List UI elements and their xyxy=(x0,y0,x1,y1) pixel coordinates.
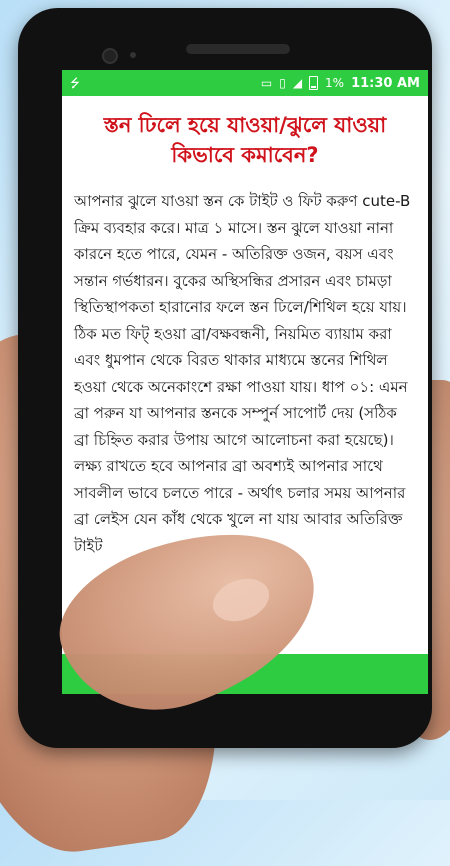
article-title: স্তন ঢিলে হয়ে যাওয়া/ঝুলে যাওয়া কিভাবে কমাবেন? xyxy=(103,113,387,167)
vibrate-icon: ▯ xyxy=(279,76,286,90)
front-camera-icon xyxy=(102,48,118,64)
status-bar xyxy=(62,70,428,96)
signal-icon: ◢ xyxy=(292,76,303,90)
battery-icon xyxy=(309,76,318,90)
proximity-sensor xyxy=(130,52,136,58)
article-content[interactable] xyxy=(62,96,428,559)
article-body: আপনার ঝুলে যাওয়া স্তন কে টাইট ও ফিট করুণ cute-B ক্রিম ব্যবহার করে। মাত্র ১ মাসে। স্তন ঝুলে যাওয়া নানা কারনে হতে পারে, যেমন - অতিরিক্ত ওজন, বয়স এবং সন্তান গর্ভধারন। বুকের অস্থিসন্ধির প্রসারন এবং চামড়া স্থিতিস্থাপকতা হারানোর ফলে স্তন ঢিলে/শিথিল হয়ে যায়। ঠিক মত ফিট্ হওয়া ব্রা/বক্ষবন্ধনী, নিয়মিত ব্যায়াম করা এবং ধুমপান থেকে বিরত থাকার মাধ্যমে স্তনের শিথিল হওয়া থেকে অনেকাংশে রক্ষা পাওয়া যায়। ধাপ ০১: এমন ব্রা পরুন যা আপনার স্তনকে সম্পুর্ন সাপোর্ট দেয় (সঠিক ব্রা চিহ্নিত করার উপায় আগে আলোচনা করা হয়েছে)। লক্ষ্য রাখতে হবে আপনার ব্রা অবশ্যই আপনার সাথে সাবলীল ভাবে চলতে পারে - অর্থাৎ চলার সময় আপনার ব্রা লেইস যেন কাঁধ থেকে খুলে না যায় আবার অতিরিক্ত টাইট xyxy=(74,192,411,555)
usb-icon: ⭍ xyxy=(70,76,80,90)
earpiece-speaker xyxy=(186,44,290,54)
battery-percent: 1% xyxy=(325,76,345,90)
cast-icon: ▭ xyxy=(260,76,273,90)
clock: 11:30 AM xyxy=(351,75,420,91)
